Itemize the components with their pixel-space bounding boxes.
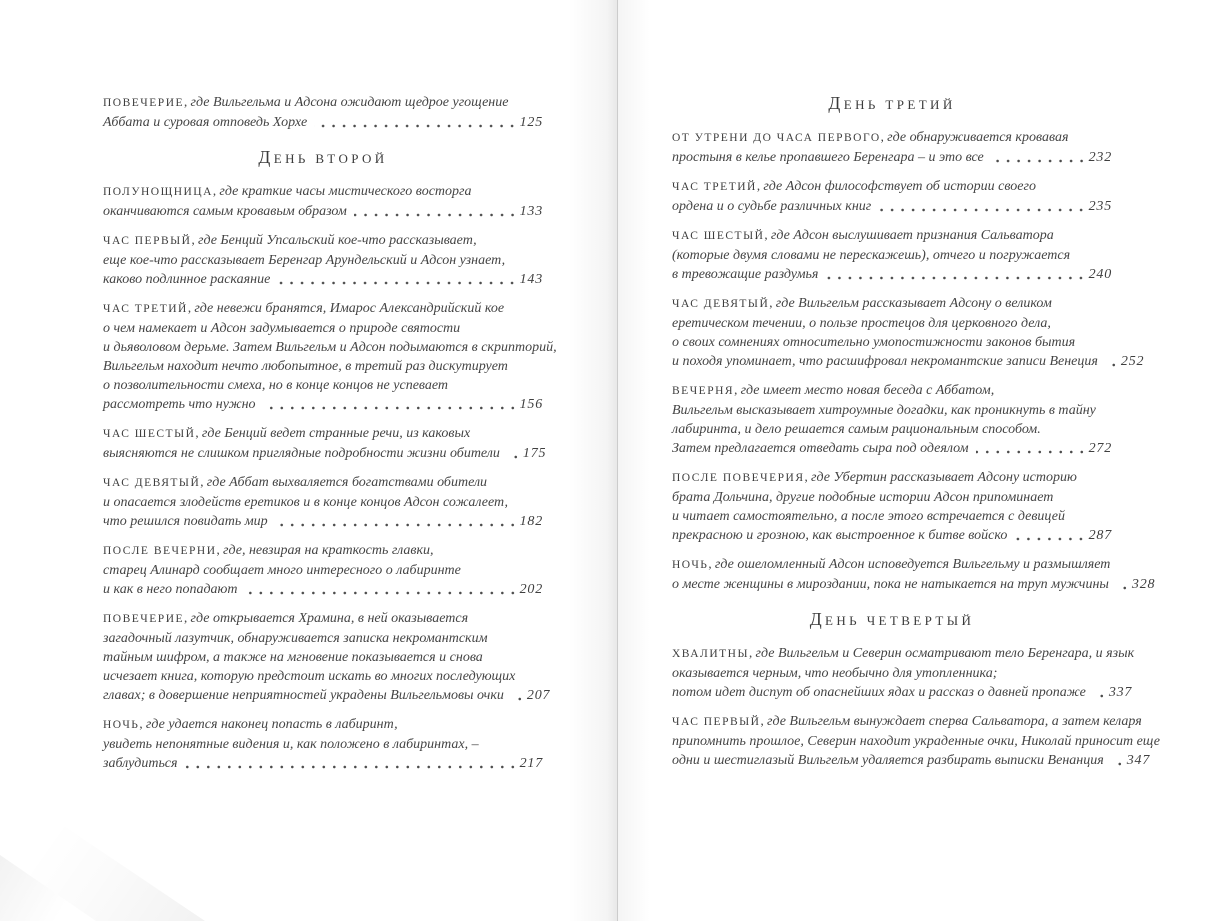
entry-text: увидеть непонятные видения и, как положено в лабиринтах, – — [103, 737, 479, 752]
entry-line — [672, 554, 1112, 575]
entry-lead-smallcaps: ЧАС ДЕВЯТЫЙ — [103, 477, 201, 489]
page-number: 252 — [1120, 354, 1145, 369]
entry-text: Вильгельм высказывает хитроумные догадки, как проникнуть в тайну — [672, 403, 1096, 418]
toc-page-right — [672, 92, 1160, 779]
entry-line — [103, 251, 543, 270]
dot-leader — [275, 512, 518, 531]
entry-line — [672, 732, 1160, 751]
entry-line — [103, 444, 547, 463]
entry-line — [672, 488, 1112, 507]
day-heading-initial: Д — [258, 147, 274, 167]
day-heading-rest: ЕНЬ ВТОРОЙ — [273, 151, 388, 166]
entry-separator: , — [212, 183, 220, 198]
dot-leader — [245, 580, 518, 599]
entry-text: где Адсон выслушивает признания Сальватора — [770, 228, 1054, 243]
toc-entry — [672, 127, 1112, 167]
entry-lead-smallcaps: ЧАС ШЕСТЫЙ — [103, 428, 196, 440]
dot-leader — [507, 444, 521, 463]
toc-entry — [103, 92, 543, 132]
entry-text: где Адсон философствует об истории своего — [763, 179, 1036, 194]
page-number: 182 — [519, 514, 543, 529]
entry-text: Вильгельм находит нечто любопытное, в третий раз дискутирует — [103, 359, 508, 374]
dot-leader — [314, 113, 517, 132]
entry-lead-smallcaps: ХВАЛИТНЫ — [672, 648, 750, 660]
day-heading-rest: ЕНЬ ТРЕТИЙ — [843, 97, 956, 112]
entry-text: Аббата и суровая отповедь Хорхе — [103, 115, 308, 130]
entry-lead-smallcaps: ЧАС ТРЕТИЙ — [103, 303, 188, 315]
toc-entry — [103, 540, 543, 599]
entry-line — [103, 113, 543, 132]
entry-line — [672, 265, 1112, 284]
entry-line — [103, 357, 543, 376]
entry-line — [103, 512, 543, 531]
page-number: 133 — [519, 204, 543, 219]
day-heading — [103, 147, 543, 168]
page-number: 272 — [1088, 441, 1112, 456]
entry-text: где Убертин рассказывает Адсону историю — [811, 470, 1077, 485]
toc-entry — [103, 608, 551, 705]
entry-text: выясняются не слишком приглядные подробности жизни обители — [103, 446, 500, 461]
entry-text: где Вильгельма и Адсона ожидают щедрое угощение — [190, 95, 509, 110]
entry-line — [103, 648, 543, 667]
page-number: 287 — [1088, 528, 1112, 543]
entry-line — [103, 735, 543, 754]
entry-line — [672, 246, 1112, 265]
page-number: 328 — [1131, 577, 1156, 592]
entry-text: брата Дольчина, другие подобные истории Адсон припоминает — [672, 490, 1054, 505]
entry-text: одни и шестиглазый Вильгельм удаляется разбирать выписки Венанция — [672, 753, 1104, 768]
entry-line — [103, 540, 543, 561]
entry-text: в тревожащие раздумья — [672, 267, 819, 282]
entry-line — [672, 683, 1133, 702]
dot-leader — [185, 754, 518, 773]
page-number: 156 — [519, 397, 543, 412]
entry-line — [672, 197, 1112, 216]
entry-separator: , — [216, 542, 224, 557]
day-heading-initial: Д — [809, 609, 826, 629]
gutter-fold-line — [617, 0, 618, 921]
page-number: 337 — [1108, 685, 1133, 700]
entry-separator: , — [804, 469, 812, 484]
entry-text: где, невзирая на краткость главки, — [223, 543, 434, 558]
entry-line — [672, 467, 1112, 488]
entry-line — [103, 686, 551, 705]
entry-separator: , — [139, 716, 146, 731]
entry-lead-smallcaps: ОТ УТРЕНИ ДО ЧАСА ПЕРВОГО — [672, 132, 881, 144]
toc-entry — [672, 380, 1112, 458]
entry-text: еще кое-что рассказывает Беренгар Арундельский и Адсон узнает, — [103, 253, 506, 268]
dot-leader — [1093, 683, 1107, 702]
toc-page-left — [103, 92, 557, 782]
entry-line — [103, 580, 543, 599]
entry-line — [103, 298, 543, 319]
entry-line — [672, 127, 1112, 148]
day-heading-rest: ЕНЬ ЧЕТВЕРТЫЙ — [825, 613, 975, 628]
entry-text: ордена и о судьбе различных книг — [672, 199, 872, 214]
gutter-shadow-left — [568, 0, 617, 921]
dot-leader — [354, 202, 518, 221]
entry-text: припомнить прошлое, Северин находит украденные очки, Николай приносит еще — [672, 734, 1160, 749]
entry-line — [103, 270, 543, 289]
entry-line — [103, 561, 543, 580]
toc-entry — [103, 423, 547, 463]
entry-text: исчезает книга, которую предстоит искать во многих последующих — [103, 669, 516, 684]
entry-separator: , — [191, 232, 198, 247]
entry-line — [672, 420, 1112, 439]
entry-lead-smallcaps: ПОЛУНОЩНИЦА — [103, 186, 213, 198]
entry-lead-smallcaps: ЧАС ДЕВЯТЫЙ — [672, 298, 770, 310]
toc-entry — [672, 554, 1156, 594]
entry-line — [672, 380, 1112, 401]
entry-text: главах; в довершение неприятностей украдены Вильгельмовы очки — [103, 688, 504, 703]
entry-line — [672, 711, 1142, 732]
page-number: 347 — [1126, 753, 1151, 768]
entry-separator: , — [184, 610, 191, 625]
entry-text: и походя упоминает, что расшифровал некромантские записи Венеция — [672, 354, 1098, 369]
entry-text: и читает самостоятельно, а после этого встречается с девицей — [672, 509, 1065, 524]
entry-lead-smallcaps: ВЕЧЕРНЯ — [672, 385, 735, 397]
day-heading — [672, 93, 1112, 114]
entry-text: о месте женщины в мироздании, пока не натыкается на труп мужчины — [672, 577, 1109, 592]
dot-leader — [976, 439, 1087, 458]
entry-line — [103, 202, 543, 221]
dot-leader — [277, 270, 517, 289]
entry-text: Затем предлагается отведать сыра под одеялом — [672, 441, 969, 456]
entry-separator: , — [184, 94, 191, 109]
entry-line — [672, 293, 1112, 314]
entry-separator: , — [749, 645, 756, 660]
entry-text: (которые двумя словами не перескажешь), отчего и погружается — [672, 248, 1071, 263]
entry-text: где Бенций ведет странные речи, из каковых — [201, 426, 471, 441]
entry-text: где Бенций Упсальский кое-что рассказывает, — [197, 233, 477, 248]
entry-text: где краткие часы мистического восторга — [219, 184, 472, 199]
entry-text: загадочный лазутчик, обнаруживается записка некромантским — [103, 631, 488, 646]
entry-separator: , — [195, 425, 202, 440]
toc-entry — [103, 298, 557, 414]
entry-text: где Вильгельм и Северин осматривают тело Беренгара, и язык — [755, 646, 1135, 661]
page-curl-corner — [0, 855, 96, 921]
page-number: 240 — [1088, 267, 1112, 282]
entry-text: потом идет диспут об опаснейших ядах и рассказ о давней пропаже — [672, 685, 1086, 700]
entry-lead-smallcaps: ЧАС ШЕСТЫЙ — [672, 230, 765, 242]
toc-entry — [672, 293, 1145, 371]
entry-separator: , — [764, 227, 771, 242]
entry-line — [672, 352, 1145, 371]
entry-line — [672, 401, 1112, 420]
entry-separator: , — [756, 178, 764, 193]
entry-text: старец Алинард сообщает много интересного о лабиринте — [103, 563, 461, 578]
entry-line — [103, 629, 543, 648]
entry-text: прекрасною и грозною, как выстроенное к битве войско — [672, 528, 1008, 543]
entry-text: рассмотреть что нужно — [103, 397, 256, 412]
entry-text: где Вильгельм вынуждает сперва Сальватора, а затем келаря — [766, 714, 1142, 729]
dot-leader — [1116, 575, 1130, 594]
toc-entry — [672, 711, 1160, 770]
entry-text: и опасается злодейств еретиков и в конце концов Адсон сожалеет, — [103, 495, 508, 510]
page-number: 175 — [522, 446, 547, 461]
entry-line — [672, 664, 1112, 683]
entry-text: о чем намекает и Адсон задумывается о природе святости — [103, 321, 461, 336]
entry-line — [103, 230, 543, 251]
entry-line — [103, 181, 543, 202]
entry-text: оканчиваются самым кровавым образом — [103, 204, 347, 219]
entry-line — [672, 148, 1112, 167]
entry-line — [672, 643, 1135, 664]
entry-text: простыня в келье пропавшего Беренгара – и это все — [672, 150, 984, 165]
page-number: 202 — [519, 582, 543, 597]
entry-text: где обнаруживается кровавая — [887, 130, 1069, 145]
page-number: 207 — [526, 688, 551, 703]
entry-lead-smallcaps: ПОСЛЕ ВЕЧЕРНИ — [103, 545, 217, 557]
entry-text: где Вильгельм рассказывает Адсону о великом — [775, 296, 1052, 311]
entry-line — [103, 608, 543, 629]
entry-lead-smallcaps: ЧАС ПЕРВЫЙ — [672, 716, 761, 728]
toc-entry — [103, 181, 543, 221]
entry-line — [103, 667, 543, 686]
entry-text: где ошеломленный Адсон исповедуется Вильгельму и размышляет — [714, 557, 1111, 572]
entry-line — [103, 714, 543, 735]
entry-text: лабиринта, и дело решается самым рациональным способом. — [672, 422, 1041, 437]
gutter-shadow-right — [618, 0, 650, 921]
entry-separator: , — [760, 713, 767, 728]
entry-separator: , — [187, 300, 195, 315]
entry-line — [672, 176, 1112, 197]
entry-line — [103, 472, 543, 493]
entry-line — [672, 526, 1112, 545]
entry-text: и дьяволовом дерьме. Затем Вильгельм и Адсон подымаются в скрипторий, — [103, 340, 557, 355]
entry-text: каково подлинное раскаяние — [103, 272, 271, 287]
entry-text: о позволительности смеха, но в конце концов не успевает — [103, 378, 449, 393]
dot-leader — [878, 197, 1086, 216]
entry-line — [672, 507, 1112, 526]
toc-entry — [672, 225, 1112, 284]
entry-lead-smallcaps: ПОСЛЕ ПОВЕЧЕРИЯ — [672, 472, 805, 484]
entry-lead-smallcaps: ЧАС ПЕРВЫЙ — [103, 235, 192, 247]
day-heading — [672, 609, 1112, 630]
dot-leader — [511, 686, 525, 705]
page-number: 232 — [1088, 150, 1112, 165]
toc-entry — [672, 176, 1112, 216]
entry-text: что решился повидать мир — [103, 514, 268, 529]
entry-line — [672, 225, 1112, 246]
page-number: 217 — [519, 756, 543, 771]
entry-text: о своих сомнениях относительно умопостижности законов бытия — [672, 335, 1076, 350]
toc-entry — [103, 230, 543, 289]
entry-text: где невежи бранятся, Имарос Александрийский кое — [194, 301, 505, 316]
entry-lead-smallcaps: НОЧЬ — [103, 719, 140, 731]
entry-lead-smallcaps: НОЧЬ — [672, 559, 709, 571]
entry-separator: , — [200, 474, 207, 489]
entry-line — [103, 493, 543, 512]
entry-text: еретическом течении, о пользе простецов для церковного дела, — [672, 316, 1051, 331]
entry-line — [103, 376, 543, 395]
entry-text: тайным шифром, а также на мгновение показывается и снова — [103, 650, 483, 665]
day-heading-initial: Д — [828, 93, 844, 113]
entry-line — [103, 319, 543, 338]
entry-line — [103, 754, 543, 773]
entry-line — [672, 314, 1112, 333]
entry-text: где Аббат выхваляется богатствами обители — [206, 475, 488, 490]
entry-text: где имеет место новая беседа с Аббатом, — [740, 383, 995, 398]
entry-lead-smallcaps: ПОВЕЧЕРИЕ — [103, 97, 185, 109]
entry-line — [672, 333, 1112, 352]
entry-separator: , — [769, 295, 776, 310]
page-number: 235 — [1088, 199, 1112, 214]
entry-separator: , — [734, 382, 741, 397]
entry-lead-smallcaps: ЧАС ТРЕТИЙ — [672, 181, 757, 193]
dot-leader — [263, 395, 518, 414]
page-number: 143 — [519, 272, 543, 287]
entry-line — [672, 575, 1156, 594]
entry-line — [103, 423, 543, 444]
entry-text: и как в него попадают — [103, 582, 238, 597]
dot-leader — [991, 148, 1087, 167]
toc-entry — [103, 714, 543, 773]
page-curl-shadow — [0, 783, 205, 921]
toc-entry — [103, 472, 543, 531]
entry-line — [103, 92, 543, 113]
dot-leader — [1105, 352, 1119, 371]
entry-separator: , — [880, 129, 888, 144]
entry-text: где открывается Храмина, в ней оказывается — [190, 611, 469, 626]
entry-line — [103, 395, 543, 414]
entry-lead-smallcaps: ПОВЕЧЕРИЕ — [103, 613, 185, 625]
entry-line — [672, 751, 1151, 770]
entry-line — [103, 338, 557, 357]
toc-entry — [672, 643, 1135, 702]
dot-leader — [825, 265, 1086, 284]
entry-line — [672, 439, 1112, 458]
dot-leader — [1014, 526, 1086, 545]
entry-text: где удается наконец попасть в лабиринт, — [145, 717, 398, 732]
entry-separator: , — [708, 556, 715, 571]
entry-text: заблудиться — [103, 756, 178, 771]
dot-leader — [1111, 751, 1125, 770]
toc-entry — [672, 467, 1112, 545]
entry-text: оказывается черным, что необычно для утопленника; — [672, 666, 998, 681]
page-number: 125 — [519, 115, 543, 130]
